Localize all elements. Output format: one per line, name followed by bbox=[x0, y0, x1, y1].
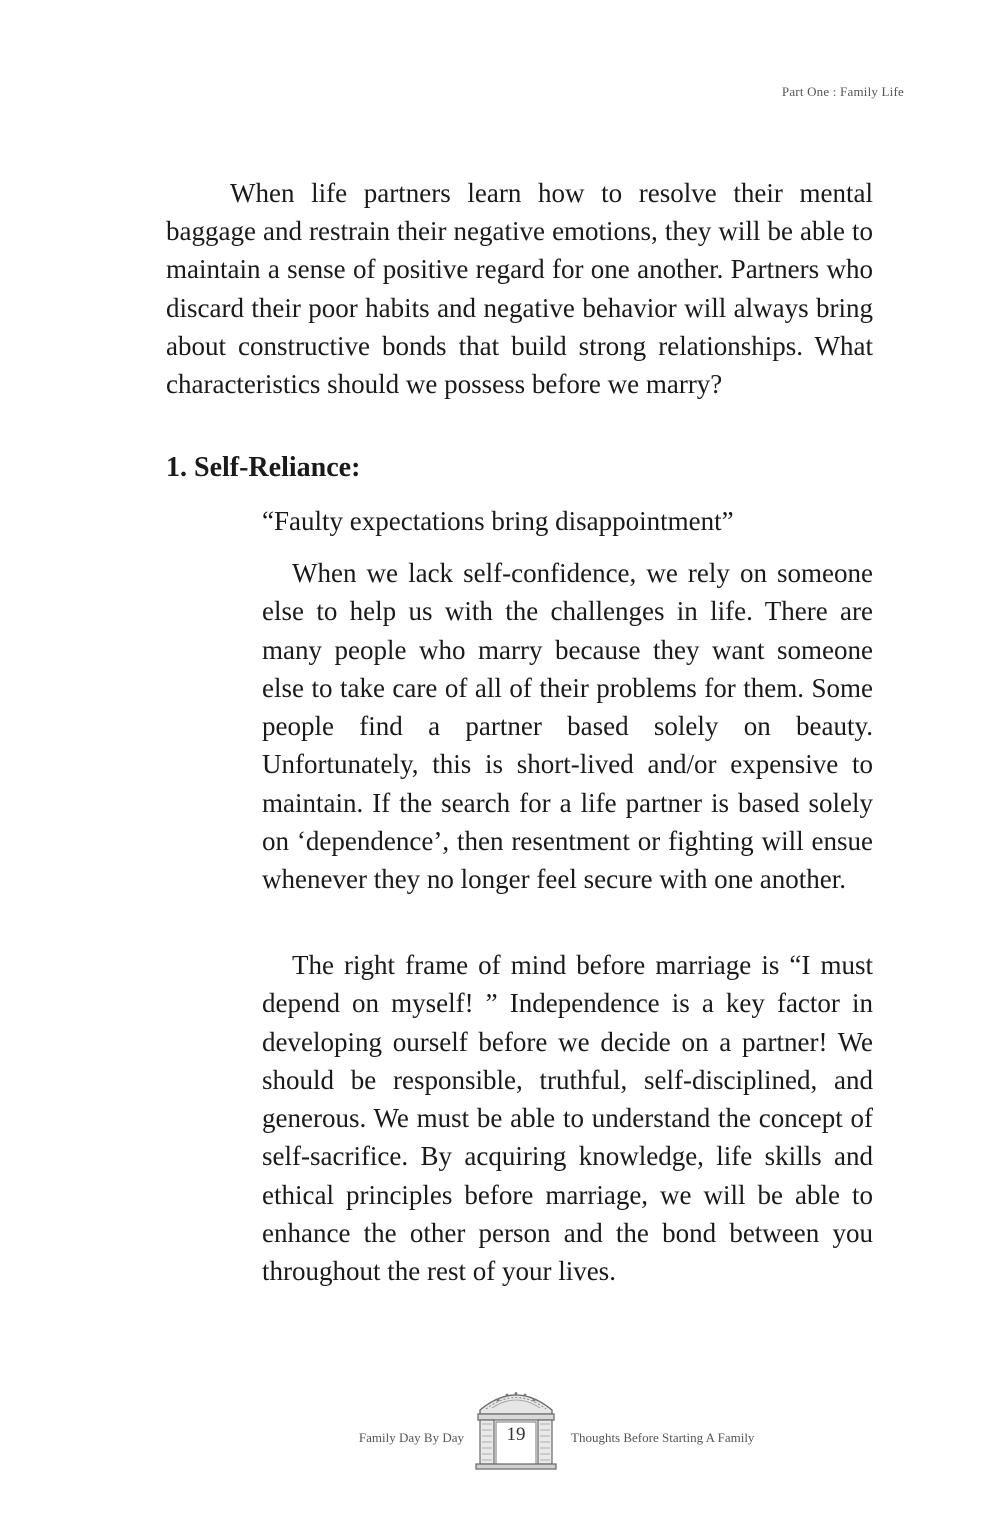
page-number: 19 bbox=[506, 1424, 526, 1445]
running-head: Part One : Family Life bbox=[781, 84, 904, 99]
footer-book-title: Family Day By Day bbox=[358, 1430, 464, 1445]
section-heading: 1. Self-Reliance: bbox=[166, 452, 361, 483]
intro-text: When life partners learn how to resolve their mental baggage and restrain their negative emotions, they will be able to maintain a sense of positive regard for one another. Partners who discard their poor habits and negative behavior will always bring about constructive bonds that build strong relationships. What characteristics should we possess before we marry? bbox=[166, 178, 873, 400]
body-paragraph-text: When we lack self-confidence, we rely on someone else to help us with the challenges in life. There are many people who marry because they want someone else to take care of all of their problems for them. Some people find a partner based solely on beauty. Unfortunately, this is short-lived and/or expensive to maintain. If the search for a life partner is based solely on ‘dependence’, then resentment or fighting will ensue whenever they no longer feel secure with one another. bbox=[262, 558, 873, 895]
footer-chapter-title: Thoughts Before Starting A Family bbox=[571, 1430, 755, 1445]
body-paragraph bbox=[262, 946, 873, 1291]
epigraph-quote: “Faulty expectations bring disappointment” bbox=[262, 506, 734, 536]
intro-paragraph bbox=[166, 174, 873, 403]
page-footer bbox=[0, 1384, 1000, 1474]
body-paragraph bbox=[262, 554, 873, 899]
body-paragraph-text: The right frame of mind before marriage is “I must depend on myself! ” Independence is a key factor in developing ourself before we decide on a partner! We should be responsible, truthful, self-disciplined, and generous. We must be able to understand the concept of self-sacrifice. By acquiring knowledge, life skills and ethical principles before marriage, we will be able to enhance the other person and the bond between you throughout the rest of your lives. bbox=[262, 950, 873, 1287]
